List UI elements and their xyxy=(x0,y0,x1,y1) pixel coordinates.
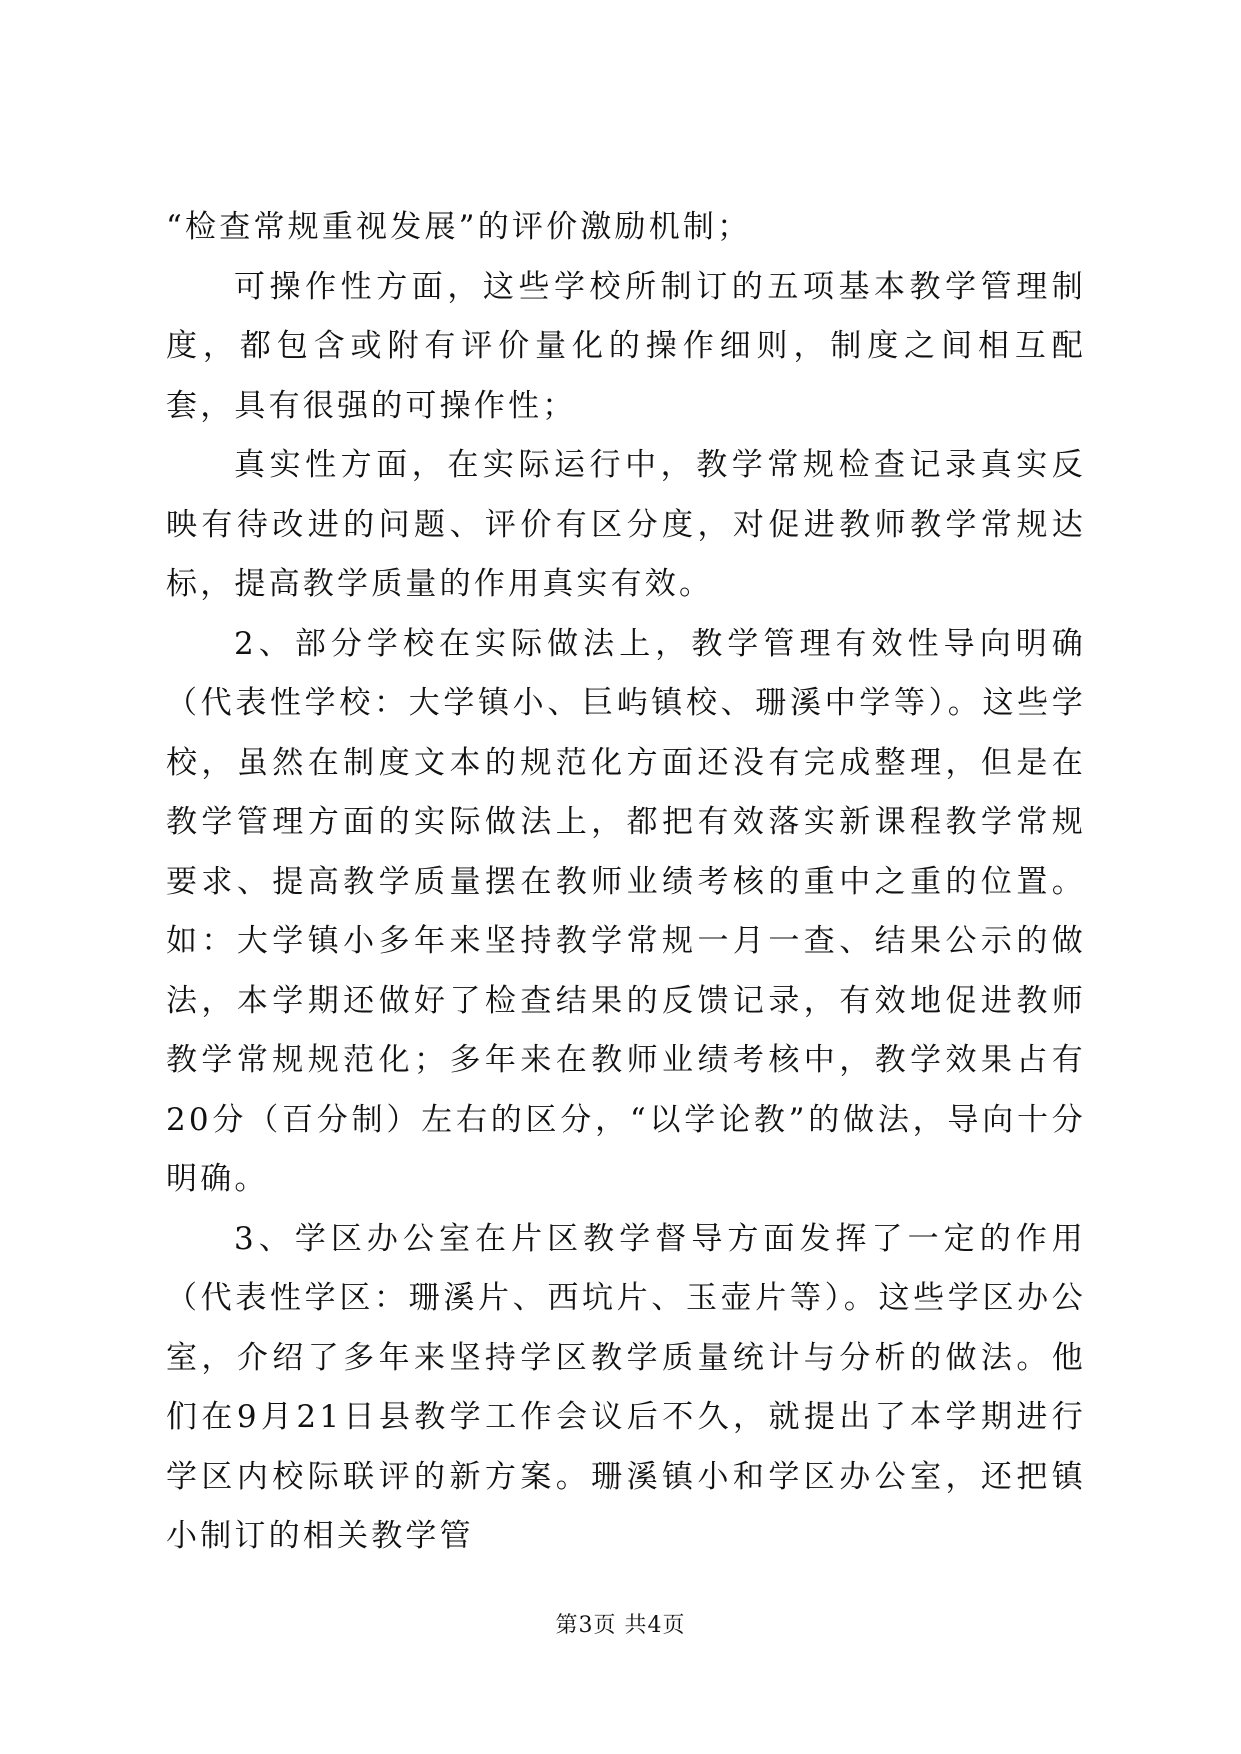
page-footer: 第3页 共4页 xyxy=(555,1613,686,1638)
paragraph-4: 2、部分学校在实际做法上，教学管理有效性导向明确（代表性学校：大学镇小、巨屿镇校、珊溪中学等）。这些学校，虽然在制度文本的规范化方面还没有完成整理，但是在教学管理方面的实际做法上，都把有效落实新课程教学常规要求、提高教学质量摆在教师业绩考核的重中之重的位置。如：大学镇小多年来坚持教学常规一月一查、结果公示的做法，本学期还做好了检查结果的反馈记录，有效地促进教师教学常规规范化；多年来在教师业绩考核中，教学效果占有20分（百分制）左右的区分，“以学论教”的做法，导向十分明确。 xyxy=(166,625,1086,1197)
paragraph-1: “检查常规重视发展”的评价激励机制； xyxy=(166,209,752,245)
paragraph-3: 真实性方面，在实际运行中，教学常规检查记录真实反映有待改进的问题、评价有区分度，对促进教师教学常规达标，提高教学质量的作用真实有效。 xyxy=(166,447,1086,602)
paragraph-5: 3、学区办公室在片区教学督导方面发挥了一定的作用（代表性学区：珊溪片、西坑片、玉壶片等）。这些学区办公室，介绍了多年来坚持学区教学质量统计与分析的做法。他们在9月21日县教学工作会议后不久，就提出了本学期进行学区内校际联评的新方案。珊溪镇小和学区办公室，还把镇小制订的相关教学管 xyxy=(166,1220,1086,1554)
document-body xyxy=(166,198,1086,1567)
paragraph-2: 可操作性方面，这些学校所制订的五项基本教学管理制度，都包含或附有评价量化的操作细则，制度之间相互配套，具有很强的可操作性； xyxy=(166,268,1086,424)
